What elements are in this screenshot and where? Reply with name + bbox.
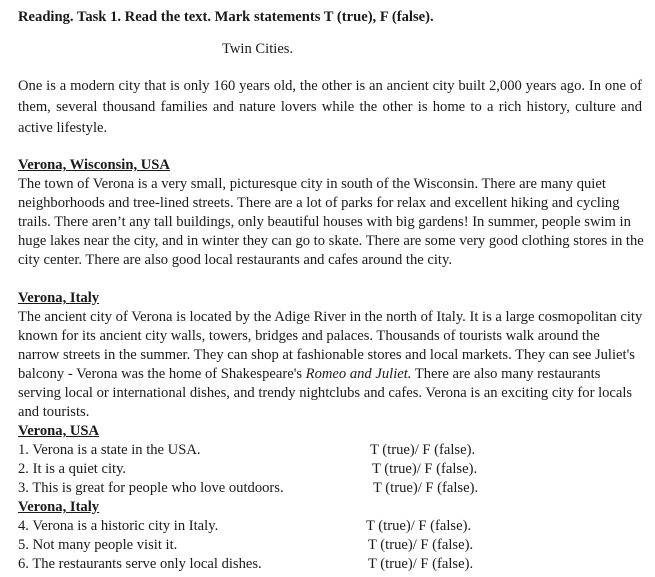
section-text-usa: The town of Verona is a very small, picturesque city in south of the Wisconsin. There are many quiet neighborhoods and tree-lined streets. There are a lot of parks for relax and excellent hiking and cycling trails. There aren’t any tall buildings, only beautiful houses with big gardens! In summer, people swim in huge lakes near the city, and in winter they can go to skate. There are some very good clothing stores in the city center. There are also good local restaurants and cafes around the city.: [18, 176, 644, 268]
italy-text-after: There are also many restaurants serving local or international dishes, and trendy nightclubs and cafes. Verona is an exciting city for locals and tourists.: [18, 366, 633, 420]
italy-text-italic: Romeo and Juliet.: [305, 366, 412, 382]
question-row: [18, 441, 644, 460]
question-row: [18, 555, 644, 574]
question-text: 6. The restaurants serve only local dishes.: [18, 556, 262, 572]
section-heading-italy: Verona, Italy: [18, 290, 100, 306]
question-text: 3. This is great for people who love outdoors.: [18, 480, 284, 496]
section-heading-usa: Verona, Wisconsin, USA: [18, 157, 170, 173]
document-title: Twin Cities.: [222, 41, 294, 57]
question-row: [18, 517, 644, 536]
question-row: [18, 536, 644, 555]
intro-paragraph: [18, 76, 642, 139]
italy-text-before: The ancient city of Verona is located by the Adige River in the north of Italy. It is a large cosmopolitan city known for its ancient city walls, towers, bridges and palaces. Thousands of tourists walk around the narrow streets in the summer. They can shop at fashionable stores and local markets. They can see Juliet's balcony - Verona was the home of Shakespeare's: [18, 309, 643, 382]
question-text: 1. Verona is a state in the USA.: [18, 442, 201, 458]
true-false-option[interactable]: T (true)/ F (false).: [370, 442, 476, 458]
question-text: 2. It is a quiet city.: [18, 461, 127, 477]
intro-text: One is a modern city that is only 160 years old, the other is an ancient city built 2,000 years ago. In one of them, several thousand families and nature lovers while the other is home to a rich history, culture and active lifestyle.: [18, 78, 642, 136]
section-italy: [18, 289, 644, 422]
questions-usa: [18, 422, 644, 498]
question-text: 5. Not many people visit it.: [18, 537, 178, 553]
question-row: [18, 460, 644, 479]
section-text-italy: [18, 308, 644, 422]
task-title: Reading. Task 1. Read the text. Mark statements T (true), F (false).: [18, 9, 434, 25]
question-row: [18, 479, 644, 498]
true-false-option[interactable]: T (true)/ F (false).: [368, 556, 474, 572]
section-usa: [18, 156, 644, 270]
true-false-option[interactable]: T (true)/ F (false).: [366, 518, 472, 534]
questions-italy: [18, 498, 644, 574]
question-text: 4. Verona is a historic city in Italy.: [18, 518, 219, 534]
true-false-option[interactable]: T (true)/ F (false).: [368, 537, 474, 553]
true-false-option[interactable]: T (true)/ F (false).: [372, 461, 478, 477]
questions-heading-usa: Verona, USA: [18, 423, 100, 439]
questions-heading-italy: Verona, Italy: [18, 499, 100, 515]
true-false-option[interactable]: T (true)/ F (false).: [373, 480, 479, 496]
